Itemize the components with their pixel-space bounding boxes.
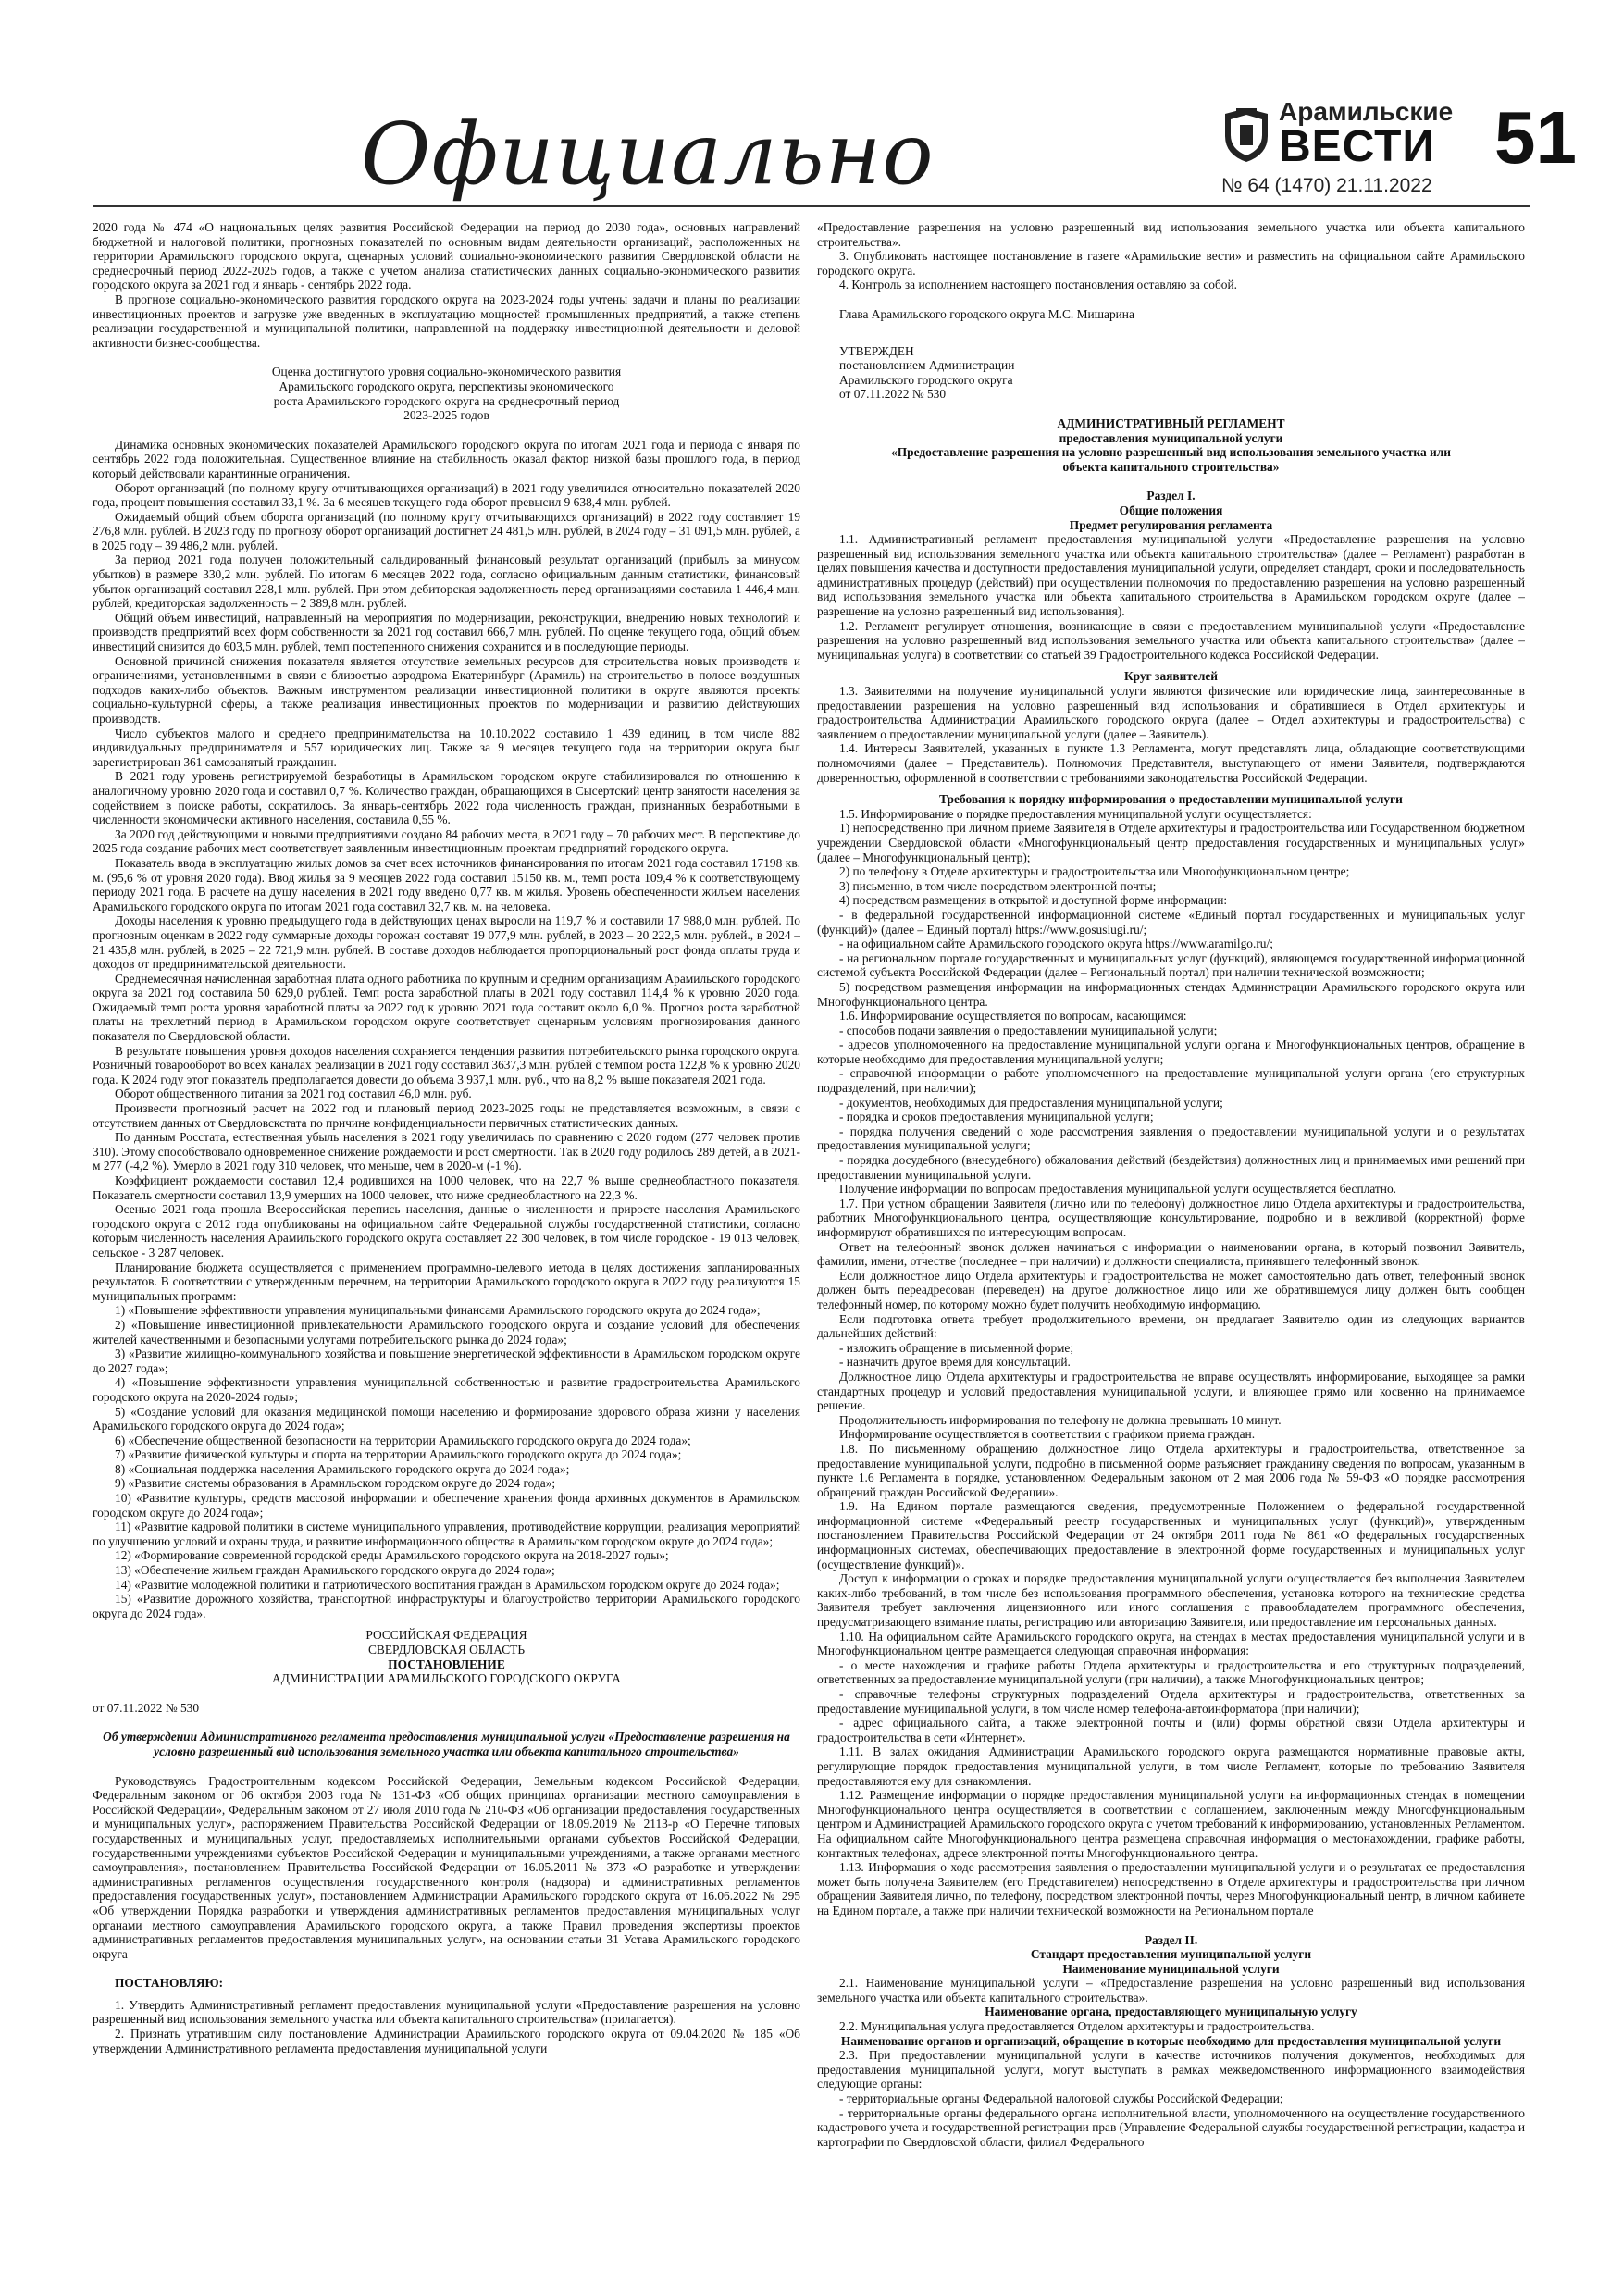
section-heading: Раздел I.	[1146, 489, 1196, 503]
regulation-title: объекта капитального строительства»	[1062, 459, 1280, 474]
paragraph: 1.1. Административный регламент предоставления муниципальной услуги «Предоставление разрешения на условно разрешенный вид использования земельного участка или объекта капитального строительства» (далее – Регламент) разработан в целях повышения качества и доступности предоставления муниципальной услуги, определяет стандарт, сроки и последовательность административных процедур (действий) при осуществлении полномочия по предоставлению разрешения на условно разрешенный вид использования земельного участка или объекта капитального строительства в Арамильском городском округе (далее – разрешение на условно разрешенный вид использования).	[817, 532, 1525, 619]
paragraph: Основной причиной снижения показателя является отсутствие земельных ресурсов для строительства новых производств и ограничениями, установленными в связи с близостью аэродрома Екатеринбург (Арамиль) на строительство в полосе воздушных подходов каких-либо объектов. Важным инструментом реализации инвестиционной политики в округе являются проекты социально-культурной сферы, а также реализация инвестиционных проектов по модернизации и развитию действующих производств.	[93, 653, 800, 726]
program-item: 12) «Формирование современной городской среды Арамильского городского округа на 2018-2027 годы»;	[115, 1548, 669, 1563]
paragraph: 1) непосредственно при личном приеме Заявителя в Отделе архитектуры и градостроительства или Государственном бюджетном учреждении Свердловской области «Многофункциональный центр предоставления государственных и муниципальных услуг» (далее – Многофункциональный центр);	[817, 821, 1525, 864]
program-item: 8) «Социальная поддержка населения Арамильского городского округа до 2024 года»;	[115, 1461, 570, 1476]
paragraph: - порядка и сроков предоставления муниципальной услуги;	[839, 1110, 1154, 1124]
program-item: 6) «Обеспечение общественной безопасности на территории Арамильского городского округа до 2024 года»;	[115, 1433, 691, 1447]
decree-authority: АДМИНИСТРАЦИИ АРАМИЛЬСКОГО ГОРОДСКОГО ОКРУГА	[272, 1671, 621, 1686]
paragraph: Среднемесячная начисленная заработная плата одного работника по крупным и средним организациям Арамильского городского округа за 2021 год составила 50 629,0 рублей. Темп роста заработной платы в 2021 году составил 114,4 % к уровню 2020 года. Ожидаемый темп роста уровня заработной платы за 2022 год к уровню 2021 года составит около 6,0 %. Прогноз роста заработной платы на трехлетний период в Арамильском городском округе соответствует сценарным условиям прогнозирования данного показателя по Свердловской области.	[93, 971, 800, 1044]
section-heading: Общие положения	[1119, 503, 1223, 517]
regulation-title: предоставления муниципальной услуги	[1059, 430, 1283, 445]
paragraph: Продолжительность информирования по телефону не должна превышать 10 минут.	[839, 1412, 1282, 1427]
newspaper-logo	[1221, 97, 1454, 180]
paragraph: Доходы населения к уровню предыдущего года в действующих ценах выросли на 119,7 % и составили 17 988,0 млн. рублей. По прогнозным оценкам в 2022 году суммарные доходы горожан составят 19 077,9 млн. рублей, в 2023 – 20 222,5 млн. рублей., в 2024 – 21 435,8 млн. рублей, в 2025 – 22 721,9 млн. рублей. В составе доходов наблюдается пропорциональный рост фонда оплаты труда и доходов от предпринимательской деятельности.	[93, 913, 800, 972]
signature: Глава Арамильского городского округа М.С. Мишарина	[839, 306, 1134, 321]
paragraph: «Предоставление разрешения на условно разрешенный вид использования земельного участка или объекта капитального строительства».	[817, 220, 1525, 249]
section-heading-line: Арамильского городского округа, перспективы экономического	[279, 379, 614, 393]
paragraph: 1.7. При устном обращении Заявителя (лично или по телефону) должностное лицо Отдела архитектуры и градостроительства, работник Многофункционального центра, осуществляющие консультирование, подробно и в вежливой (корректной) форме информируют обратившихся по интересующим вопросам.	[817, 1196, 1525, 1239]
paragraph: 1.9. На Едином портале размещаются сведения, предусмотренные Положением о федеральной государственной информационной системе «Федеральный реестр государственных и муниципальных услуг (функций)», утвержденным постановлением Правительства Российской Федерации от 24 октября 2011 года № 861 «О федеральных государственных информационных системах, обеспечивающих предоставление в электронной форме государственных и муниципальных услуг (осуществление функций)».	[817, 1499, 1525, 1571]
paragraph: - справочной информации о работе уполномоченного на предоставление муниципальной услуги органа (его структурных подразделений, при наличии);	[817, 1066, 1525, 1096]
paragraph: В прогнозе социально-экономического развития городского округа на 2023-2024 годы учтены задачи и планы по реализации инвестиционных проектов и загрузке уже введенных в эксплуатацию мощностей промышленных предприятий, а также степень реализации государственной и муниципальной политики, направленной на поддержку инвестиционной деятельности и деловой активности бизнес-сообщества.	[93, 292, 800, 350]
section-heading: Наименование органов и организаций, обращение в которые необходимо для предоставления муниципальной услуги	[840, 2033, 1502, 2048]
header-rule	[93, 205, 1530, 207]
paragraph: Произвести прогнозный расчет на 2022 год и плановый период 2023-2025 годы не представляется возможным, в связи с отсутствием данных от Свердловскстата по причине конфиденциальности первичных статистических данных.	[93, 1101, 800, 1130]
paragraph: Динамика основных экономических показателей Арамильского городского округа по итогам 2021 года и периода с января по сентябрь 2022 года положительная. Существенное влияние на стабильность оказал фактор низкой базы прошлого года, в период который действовали карантинные ограничения.	[93, 437, 800, 480]
paragraph: Если подготовка ответа требует продолжительного времени, он предлагает Заявителю один из следующих вариантов дальнейших действий:	[817, 1311, 1525, 1341]
paragraph: 3) письменно, в том числе посредством электронной почты;	[839, 878, 1157, 893]
regulation-title: «Предоставление разрешения на условно разрешенный вид использования земельного участка или	[891, 445, 1451, 460]
paragraph: В результате повышения уровня доходов населения сохраняется тенденция развития потребительского рынка городского округа. Розничный товарооборот во всех каналах реализации в 2021 году составил 3637,3 млн. рублей с темпом роста 122,8 % к уровню 2020 года. К 2024 году этот показатель предполагается довести до объема 3 937,1 млн. руб., что на 8,2 % выше показателя 2021 года.	[93, 1043, 800, 1086]
paragraph: - порядка получения сведений о ходе рассмотрения заявления о предоставлении муниципальной услуги и о результатах предоставления муниципальной услуги;	[817, 1123, 1525, 1153]
section-heading-line: Оценка достигнутого уровня социально-экономического развития	[271, 365, 622, 379]
approved-line: Арамильского городского округа	[839, 372, 1013, 387]
paragraph: 1.10. На официальном сайте Арамильского городского округа, на стендах в местах предоставления муниципальной услуги и в Многофункциональном центре размещается следующая справочная информация:	[817, 1629, 1525, 1658]
approved-line: постановлением Администрации	[839, 358, 1015, 373]
paragraph: 5) посредством размещения информации на информационных стендах Администрации Арамильского городского округа или Многофункционального центра.	[817, 979, 1525, 1009]
section-heading: Стандарт предоставления муниципальной услуги	[1030, 1947, 1312, 1962]
section-heading: Наименование органа, предоставляющего муниципальную услугу	[985, 2004, 1357, 2019]
paragraph: 2020 года № 474 «О национальных целях развития Российской Федерации на период до 2030 года», основных направлений бюджетной и налоговой политики, прогнозных показателей по основным видам деятельности организаций, расположенных на территории Арамильского городского округа, сценарных условий социально-экономического развития Свердловской области на среднесрочный период 2022-2025 годов, а также с учетом анализа статистических данных социально-экономического развития городского округа за 2021 год и январь - сентябрь 2022 года.	[93, 220, 800, 292]
paragraph: Коэффициент рождаемости составил 12,4 родившихся на 1000 человек, что на 22,7 % выше среднеобластного показателя. Показатель смертности составил 13,9 умерших на 1000 человек, что ниже среднеобластного на 22,3 %.	[93, 1173, 800, 1202]
paragraph: - адресов уполномоченного на предоставление муниципальной услуги органа и Многофункциональных центров, обращение в которые необходимо для предоставления муниципальной услуги;	[817, 1037, 1525, 1066]
paragraph: Если должностное лицо Отдела архитектуры и градостроительства не может самостоятельно дать ответ, телефонный звонок должен быть переадресован (переведен) на другое должностное лицо или же обратившемуся лицу должен быть сообщен телефонный номер, по которому можно будет получить необходимую информацию.	[817, 1268, 1525, 1311]
paragraph: Ожидаемый общий объем оборота организаций (по полному кругу отчитывающихся организаций) в 2022 году составляет 19 276,8 млн. рублей. В 2023 году по прогнозу оборот организаций достигнет 24 481,5 млн. рублей, в 2024 году – 31 091,5 млн. рублей, а в 2025 году – 39 486,2 млн. рублей.	[93, 509, 800, 552]
paragraph: 1.3. Заявителями на получение муниципальной услуги являются физические или юридические лица, заинтересованные в предоставлении разрешения на условно разрешенный вид использования и обратившиеся в Отдел архитектуры и градостроительства Администрации Арамильского городского округа (далее – Отдел архитектуры и градостроительства) с заявлением о предоставлении муниципальной услуги (далее – Заявитель).	[817, 684, 1525, 741]
logo-top-text: Арамильские	[1279, 97, 1454, 126]
left-column	[93, 220, 800, 2284]
paragraph: 1.8. По письменному обращению должностное лицо Отдела архитектуры и градостроительства, ответственное за предоставление муниципальной услуги, подробно в письменной форме разъясняет гражданину сведения по вопросам, указанным в пункте 1.6 Регламента в порядке, установленном Федеральным законом от 2 мая 2006 года № 59-ФЗ «О порядке рассмотрения обращений граждан Российской Федерации».	[817, 1441, 1525, 1499]
paragraph: Оборот организаций (по полному кругу отчитывающихся организаций) в 2021 году увеличился относительно показателей 2020 года, процент повышения составил 33,1 %. За 6 месяцев текущего года оборот превысил 9 638,4 млн. рублей.	[93, 480, 800, 510]
decree-country: РОССИЙСКАЯ ФЕДЕРАЦИЯ	[365, 1628, 527, 1643]
decree-date: от 07.11.2022 № 530	[93, 1700, 200, 1715]
paragraph: По данным Росстата, естественная убыль населения в 2021 году увеличилась по сравнению с 2020 годом (277 человек против 310). Этому способствовало одновременное снижение рождаемости и рост смертности. Так в 2020 году родилось 289 детей, а в 2021-м 277 (-4,2 %). Умерло в 2021 году 310 человек, что меньше, чем в 2020-м (-1 %).	[93, 1130, 800, 1173]
paragraph: Информирование осуществляется в соответствии с графиком приема граждан.	[839, 1427, 1256, 1442]
program-item: 13) «Обеспечение жильем граждан Арамильского городского округа до 2024 года»;	[115, 1563, 555, 1578]
program-item: 1) «Повышение эффективности управления муниципальными финансами Арамильского городского округа до 2024 года»;	[115, 1303, 761, 1318]
paragraph: - назначить другое время для консультаций.	[839, 1355, 1071, 1370]
paragraph: 2.3. При предоставлении муниципальной услуги в качестве источников получения документов, необходимых для предоставления муниципальной услуги, могут выступать в рамках межведомственного информационного взаимодействия следующие органы:	[817, 2048, 1525, 2091]
program-item: 15) «Развитие дорожного хозяйства, транспортной инфраструктуры и благоустройство территории Арамильского городского округа до 2024 года».	[93, 1592, 800, 1620]
section-heading-line: роста Арамильского городского округа на среднесрочный период	[273, 393, 620, 408]
decree-point: 1. Утвердить Административный регламент предоставления муниципальной услуги «Предоставление разрешения на условно разрешенный вид использования земельного участка или объекта капитального строительства» (прилагается).	[93, 1997, 800, 2027]
decree-title: Об утверждении Административного регламента предоставления муниципальной услуги «Предоставление разрешения на условно разрешенный вид использования земельного участка или объекта капитального строительства»	[103, 1730, 790, 1758]
paragraph: Доступ к информации о сроках и порядке предоставления муниципальной услуги осуществляется без выполнения Заявителем каких-либо требований, в том числе без использования программного обеспечения, установка которого на технические средства Заявителя требует заключения лицензионного или иного соглашения с правообладателем программного обеспечения, предусматривающего взимание платы, регистрацию или авторизацию Заявителя, или предоставление им персональных данных.	[817, 1571, 1525, 1630]
paragraph: В 2021 году уровень регистрируемой безработицы в Арамильском городском округе стабилизировался по отношению к аналогичному уровню 2020 года и составил 0,7 %. Количество граждан, обращающихся в Сысертский центр занятости населения за содействием в поиске работы, сократилось. За январь-сентябрь 2022 года численность граждан, признанных безработными в численности экономически активного населения, составила 0,55 %.	[93, 769, 800, 827]
paragraph: 4) посредством размещения в открытой и доступной форме информации:	[839, 893, 1228, 908]
paragraph: 1.12. Размещение информации о порядке предоставления муниципальной услуги на информационных стендах в помещении Многофункционального центра осуществляется в соответствии с соглашением, заключенным между Многофункциональным центром и Администрацией Арамильского городского округа с учетом требований к информированию, установленных Регламентом. На официальном сайте Многофункционального центра размещена справочная информация о местонахождении, графике работы, контактных телефонах, адресе электронной почты Многофункционального центра.	[817, 1788, 1525, 1860]
approved-line: УТВЕРЖДЕН	[839, 343, 914, 358]
right-column	[817, 220, 1525, 2284]
decree-resolve: ПОСТАНОВЛЯЮ:	[115, 1976, 224, 1991]
program-item: 3) «Развитие жилищно-коммунального хозяйства и повышение энергетической эффективности в Арамильском городском округе до 2027 года»;	[93, 1347, 800, 1375]
paragraph: 1.2. Регламент регулирует отношения, возникающие в связи с предоставлением муниципальной услуги «Предоставление разрешения на условно разрешенный вид использования земельного участка или объекта капитального строительства» (далее – муниципальная услуга) в соответствии со статьей 39 Градостроительного кодекса Российской Федерации.	[817, 618, 1525, 662]
page-number: 51	[1494, 96, 1577, 179]
paragraph: - адрес официального сайта, а также электронной почты и (или) формы обратной связи Отдела архитектуры и градостроительства в сети «Интернет».	[817, 1716, 1525, 1744]
section-heading: Раздел II.	[1144, 1932, 1198, 1947]
paragraph: - способов подачи заявления о предоставлении муниципальной услуги;	[839, 1023, 1218, 1037]
coat-of-arms-icon	[1221, 105, 1271, 164]
section-heading: Требования к порядку информирования о предоставлении муниципальной услуги	[939, 792, 1403, 807]
paragraph: - о месте нахождения и графике работы Отдела архитектуры и градостроительства и его структурных подразделений, ответственных за предоставление муниципальной услуги (при наличии), а также Многофункциональных центров;	[817, 1657, 1525, 1687]
paragraph: - порядка досудебного (внесудебного) обжалования действий (бездействия) должностных лиц и принимаемых ими решений при предоставлении муниципальной услуги.	[817, 1153, 1525, 1182]
paragraph: - в федеральной государственной информационной системе «Единый портал государственных и муниципальных услуг (функций)» (далее – Единый портал) https://www.gosuslugi.ru/;	[817, 907, 1525, 937]
paragraph: Осенью 2021 года прошла Всероссийская перепись населения, данные о численности и приросте населения Арамильского городского округа с 2012 года опубликованы на официальном сайте Федеральной службы государственной статистики, согласно которым численность населения Арамильского городского округа составляет 22 300 человек, в том числе городское - 19 013 человек, сельское - 3 287 человек.	[93, 1202, 800, 1260]
program-item: 10) «Развитие культуры, средств массовой информации и обеспечение хранения фонда архивных документов в Арамильском городском округе до 2024 года»;	[93, 1491, 800, 1520]
issue-number: № 64 (1470) 21.11.2022	[1221, 175, 1432, 196]
paragraph: 2) по телефону в Отделе архитектуры и градостроительства или Многофункциональном центре;	[839, 864, 1350, 879]
paragraph: Получение информации по вопросам предоставления муниципальной услуги осуществляется бесплатно.	[839, 1182, 1396, 1197]
paragraph: 4. Контроль за исполнением настоящего постановления оставляю за собой.	[839, 278, 1238, 292]
regulation-title: АДМИНИСТРАТИВНЫЙ РЕГЛАМЕНТ	[1057, 416, 1285, 430]
paragraph: Число субъектов малого и среднего предпринимательства на 10.10.2022 составило 1 439 единиц, в том числе 882 индивидуальных предпринимателя и 557 юридических лиц. Также за 9 месяцев текущего года на территории округа был зарегистрирован 361 самозанятый гражданин.	[93, 726, 800, 769]
section-heading: Наименование муниципальной услуги	[1062, 1961, 1280, 1976]
paragraph: Должностное лицо Отдела архитектуры и градостроительства не вправе осуществлять информирование, выходящее за рамки стандартных процедур и условий предоставления муниципальной услуги, и влияющее прямо или косвенно на принимаемое решение.	[817, 1369, 1525, 1413]
paragraph: - документов, необходимых для предоставления муниципальной услуги;	[839, 1095, 1223, 1110]
paragraph: - изложить обращение в письменной форме;	[839, 1340, 1074, 1355]
paragraph: Показатель ввода в эксплуатацию жилых домов за счет всех источников финансирования по итогам 2021 года составил 17198 кв. м. (95,6 % от уровня 2020 года). Ввод жилья за 9 месяцев 2022 года составил 15150 кв. м., темп роста 109,4 % к соответствующему периоду 2021 года. В расчете на душу населения в 2021 году введено 0,77 кв. м жилья. Уровень обеспеченности жильем населения Арамильского городского округа по итогам 2021 года составил 32,7 кв. м. на человека.	[93, 855, 800, 913]
program-item: 14) «Развитие молодежной политики и патриотического воспитания граждан в Арамильском городском округе до 2024 года»;	[115, 1577, 780, 1592]
program-item: 7) «Развитие физической культуры и спорта на территории Арамильского городского округа до 2024 года»;	[115, 1447, 682, 1462]
program-item: 2) «Повышение инвестиционной привлекательности Арамильского городского округа и создание условий для обеспечения жителей качественными и безопасными услугами потребительского рынка до 2024 года»;	[93, 1317, 800, 1347]
paragraph: 1.4. Интересы Заявителей, указанных в пункте 1.3 Регламента, могут представлять лица, обладающие соответствующими полномочиями (далее – Представитель). Полномочия Представителя, выступающего от имени Заявителя, подтверждаются доверенностью, оформленной в соответствии с требованиями законодательства Российской Федерации.	[817, 741, 1525, 785]
paragraph: - справочные телефоны структурных подразделений Отдела архитектуры и градостроительства, ответственных за предоставление муниципальной услуги, в том числе номер телефона-автоинформатора (при наличии);	[817, 1687, 1525, 1716]
program-item: 4) «Повышение эффективности управления муниципальной собственностью и развитие градостроительства Арамильского городского округа на 2020-2024 годы»;	[93, 1375, 800, 1404]
paragraph: Оборот общественного питания за 2021 год составил 46,0 млн. руб.	[115, 1086, 472, 1101]
paragraph: 1.11. В залах ожидания Администрации Арамильского городского округа размещаются нормативные правовые акты, регулирующие порядок предоставления муниципальной услуги, в том числе Регламент, которые по требованию Заявителя предоставляются ему для ознакомления.	[817, 1744, 1525, 1788]
paragraph: - на официальном сайте Арамильского городского округа https://www.aramilgo.ru/;	[839, 937, 1273, 951]
paragraph: 1.6. Информирование осуществляется по вопросам, касающимся:	[839, 1009, 1187, 1024]
section-heading-line: 2023-2025 годов	[403, 408, 489, 423]
paragraph: 3. Опубликовать настоящее постановление в газете «Арамильские вести» и разместить на официальном сайте Арамильского городского округа.	[817, 249, 1525, 278]
paragraph: - на региональном портале государственных и муниципальных услуг (функций), являющемся государственной информационной системой субъекта Российской Федерации (далее – Региональный портал) при наличии технической возможности;	[817, 950, 1525, 980]
decree-type: ПОСТАНОВЛЕНИЕ	[388, 1657, 505, 1671]
decree-region: СВЕРДЛОВСКАЯ ОБЛАСТЬ	[367, 1643, 526, 1657]
approved-line: от 07.11.2022 № 530	[839, 387, 947, 402]
masthead	[93, 88, 1577, 204]
paragraph: 1.13. Информация о ходе рассмотрения заявления о предоставлении муниципальной услуги и о результатах ее предоставления может быть получена Заявителем (его Представителем) непосредственно в Отделе архитектуры и градостроительства при личном обращении Заявителя лично, по телефону, посредством электронной почты, через Многофункциональный центр, в личном кабинете на Едином портале, а также при наличии технической возможности на Региональном портале	[817, 1860, 1525, 1917]
decree-point: 2. Признать утратившим силу постановление Администрации Арамильского городского округа от 09.04.2020 № 185 «Об утверждении Административного регламента предоставления муниципальной услуги	[93, 2027, 800, 2055]
section-title: Официально	[361, 105, 935, 204]
paragraph: - территориальные органы Федеральной налоговой службы Российской Федерации;	[839, 2091, 1283, 2106]
program-item: 5) «Создание условий для оказания медицинской помощи населению и формирование здорового образа жизни у населения Арамильского городского округа до 2024 года»;	[93, 1404, 800, 1433]
paragraph: За 2020 год действующими и новыми предприятиями создано 84 рабочих места, в 2021 году – 70 рабочих мест. В перспективе до 2025 года создание рабочих мест соответствует заявленным инвестиционным проектам предприятий городского округа.	[93, 826, 800, 856]
paragraph: 2.2. Муниципальная услуга предоставляется Отделом архитектуры и градостроительства.	[839, 2019, 1315, 2034]
paragraph: За период 2021 года получен положительный сальдированный финансовый результат организаций (прибыль за минусом убытков) в размере 330,2 млн. рублей. По итогам 6 месяцев 2022 года, согласно официальным данным статистики, финансовый убыток организаций составил 228,1 млн. рублей. При этом дебиторская задолженность перед организациями составила 1 446,4 млн. рублей, кредиторская задолженность – 2 389,8 млн. рублей.	[93, 552, 800, 611]
paragraph: - территориальные органы федерального органа исполнительной власти, уполномоченного на осуществление государственного кадастрового учета и государственной регистрации прав (Управление Федеральной службы государственной регистрации, кадастра и картографии по Свердловской области, филиал Федерального	[817, 2105, 1525, 2149]
paragraph: Планирование бюджета осуществляется с применением программно-целевого метода в целях достижения запланированных результатов. В соответствии с утвержденным перечнем, на территории Арамильского городского округа в 2022 году реализуются 15 муниципальных программ:	[93, 1260, 800, 1303]
paragraph: 1.5. Информирование о порядке предоставления муниципальной услуги осуществляется:	[839, 806, 1312, 821]
decree-preamble: Руководствуясь Градостроительным кодексом Российской Федерации, Земельным кодексом Российской Федерации, Федеральным законом от 06 октября 2003 года № 131-ФЗ «Об общих принципах организации местного самоуправления в Российской Федерации», Федеральным законом от 27 июля 2010 года № 210-ФЗ «Об организации предоставления государственных и муниципальных услуг», распоряжением Правительства Российской Федерации от 18.09.2019 № 2113-р «О Перечне типовых государственных и муниципальных услуг, предоставляемых исполнительными органами субъектов Российской Федерации, государственными учреждениями субъектов Российской Федерации и муниципальными учреждениями, а также органами местного самоуправления», постановлением Правительства Российской Федерации от 16.05.2011 № 373 «О разработке и утверждении административных регламентов осуществления государственного контроля (надзора) и административных регламентов предоставления государственных услуг», постановлением Администрации Арамильского городского округа от 16.06.2022 № 295 «Об утверждении Порядка разработки и утверждения административных регламентов предоставления муниципальных услуг органами местного самоуправления Арамильского городского округа, а также Правил проведения экспертизы проектов административных регламентов предоставления муниципальных услуг», на основании статьи 31 Устава Арамильского городского округа	[93, 1773, 800, 1961]
paragraph: 2.1. Наименование муниципальной услуги – «Предоставление разрешения на условно разрешенный вид использования земельного участка или объекта капитального строительства».	[817, 1976, 1525, 2004]
paragraph: Ответ на телефонный звонок должен начинаться с информации о наименовании органа, в который позвонил Заявитель, фамилии, имени, отчестве (последнее – при наличии) и должности специалиста, принявшего телефонный звонок.	[817, 1239, 1525, 1269]
section-heading: Круг заявителей	[1123, 669, 1219, 684]
paragraph: Общий объем инвестиций, направленный на мероприятия по модернизации, реконструкции, внедрению новых технологий и производств предприятий всех форм собственности за 2021 год составил 666,7 млн. рублей. По оценке текущего года, общий объем инвестиций снизится до 603,5 млн. рублей, темп постепенного снижения сохранится и в последующие периоды.	[93, 610, 800, 654]
program-item: 9) «Развитие системы образования в Арамильском городском округе до 2024 года»;	[115, 1476, 556, 1491]
section-heading: Предмет регулирования регламента	[1069, 517, 1273, 532]
logo-main-text: ВЕСТИ	[1279, 122, 1435, 171]
program-item: 11) «Развитие кадровой политики в системе муниципального управления, противодействие коррупции, реализация мероприятий по улучшению условий и охраны труда, и развитие информационного общества в Арамильском городском округе до 2024 года»;	[93, 1520, 800, 1548]
